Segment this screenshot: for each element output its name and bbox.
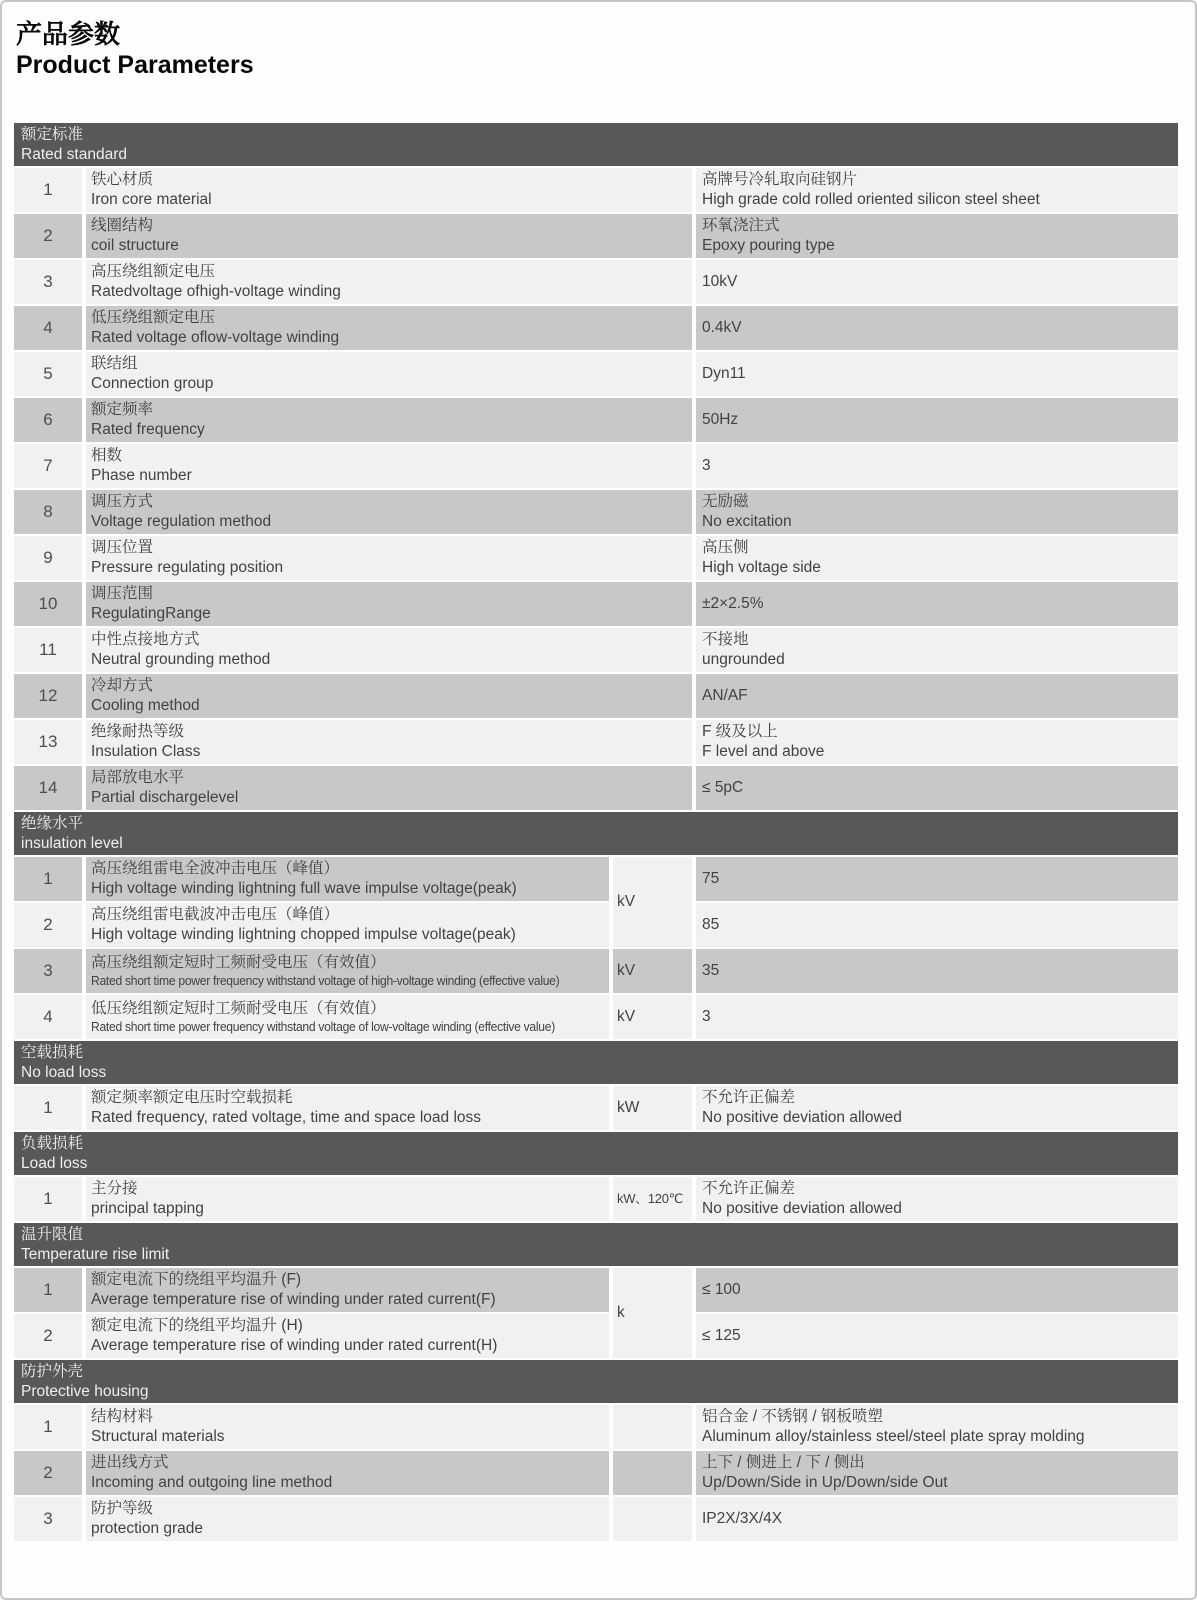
section-header-no-load-loss	[14, 1041, 1178, 1084]
label-en: RegulatingRange	[91, 605, 211, 622]
value-cell	[696, 766, 1178, 810]
value-line2: High voltage side	[702, 559, 821, 576]
value-line1: ≤ 5pC	[702, 779, 744, 796]
value-cell	[696, 903, 1178, 947]
section-body-load-loss	[14, 1177, 1178, 1221]
unit-cell-empty	[613, 1497, 692, 1541]
param-label-cell	[86, 1268, 609, 1312]
label-en: Incoming and outgoing line method	[91, 1474, 333, 1491]
parameters-table	[14, 123, 1178, 1541]
param-label-cell	[86, 352, 692, 396]
value-cell	[696, 1451, 1178, 1495]
value-line1: 无励磁	[702, 493, 749, 510]
label-zh: 冷却方式	[91, 677, 154, 694]
label-zh: 高压绕组雷电全波冲击电压（峰值）	[91, 860, 340, 877]
row-number-cell: 1	[14, 1405, 82, 1449]
value-line2: No excitation	[702, 513, 792, 530]
section-title-en: No load loss	[21, 1063, 107, 1081]
unit-text: kW	[617, 1099, 640, 1116]
unit-text: kW、120℃	[617, 1191, 683, 1206]
value-line1: IP2X/3X/4X	[702, 1510, 783, 1527]
section-body-temperature-rise-limit	[14, 1268, 1178, 1358]
value-line1: 环氧浇注式	[702, 217, 780, 234]
param-label-cell	[86, 536, 692, 580]
value-line1: 高牌号冷轧取向硅钢片	[702, 171, 858, 188]
value-line1: 铝合金 / 不锈钢 / 钢板喷塑	[702, 1408, 883, 1425]
value-cell	[696, 857, 1178, 901]
section-title-zh: 空载损耗	[21, 1044, 84, 1061]
row-number-cell: 13	[14, 720, 82, 764]
value-line1: 35	[702, 962, 720, 979]
value-cell	[696, 168, 1178, 212]
value-cell	[696, 214, 1178, 258]
label-en: Rated voltage oflow-voltage winding	[91, 329, 340, 346]
row-number-cell: 1	[14, 168, 82, 212]
value-cell	[696, 1405, 1178, 1449]
label-zh: 高压绕组雷电截波冲击电压（峰值）	[91, 906, 340, 923]
value-line2: Epoxy pouring type	[702, 237, 835, 254]
value-line1: 10kV	[702, 273, 738, 290]
value-line1: 85	[702, 916, 720, 933]
label-zh: 调压范围	[91, 585, 154, 602]
param-label-cell	[86, 306, 692, 350]
row-number-cell: 5	[14, 352, 82, 396]
value-cell	[696, 306, 1178, 350]
section-header-insulation-level	[14, 812, 1178, 855]
section-body-protective-housing	[14, 1405, 1178, 1541]
row-number-cell: 3	[14, 1497, 82, 1541]
param-label-cell	[86, 214, 692, 258]
section-body-rated-standard	[14, 168, 1178, 810]
label-zh: 调压位置	[91, 539, 154, 556]
label-en: coil structure	[91, 237, 179, 254]
unit-text: k	[617, 1304, 625, 1321]
label-zh: 联结组	[91, 355, 138, 372]
label-en: Structural materials	[91, 1428, 225, 1445]
value-cell	[696, 995, 1178, 1039]
value-cell	[696, 1177, 1178, 1221]
label-zh: 高压绕组额定电压	[91, 263, 216, 280]
label-zh: 额定频率额定电压时空载损耗	[91, 1089, 293, 1106]
value-line2: F level and above	[702, 743, 825, 760]
value-cell	[696, 444, 1178, 488]
value-line2: No positive deviation allowed	[702, 1200, 902, 1217]
param-label-cell	[86, 857, 609, 901]
row-number-cell: 1	[14, 1268, 82, 1312]
label-zh: 局部放电水平	[91, 769, 185, 786]
param-label-cell	[86, 168, 692, 212]
label-zh: 额定频率	[91, 401, 154, 418]
value-line1: 50Hz	[702, 411, 739, 428]
row-number-cell: 10	[14, 582, 82, 626]
label-en: Iron core material	[91, 191, 212, 208]
label-zh: 额定电流下的绕组平均温升 (F)	[91, 1271, 302, 1288]
param-label-cell	[86, 260, 692, 304]
row-number-cell: 12	[14, 674, 82, 718]
label-en: Rated short time power frequency withstand voltage of high-voltage winding (effective value)	[91, 974, 560, 988]
unit-text: kV	[617, 1008, 636, 1025]
unit-cell	[613, 995, 692, 1039]
param-label-cell	[86, 949, 609, 993]
row-number-cell: 4	[14, 995, 82, 1039]
param-label-cell	[86, 398, 692, 442]
row-number-cell: 7	[14, 444, 82, 488]
label-en: Average temperature rise of winding under rated current(F)	[91, 1291, 496, 1308]
label-en: High voltage winding lightning chopped impulse voltage(peak)	[91, 926, 516, 943]
label-zh: 主分接	[91, 1180, 138, 1197]
row-number-cell: 2	[14, 1314, 82, 1358]
label-zh: 低压绕组额定短时工频耐受电压（有效值）	[91, 1000, 386, 1017]
value-line1: 不允许正偏差	[702, 1180, 796, 1197]
label-zh: 线圈结构	[91, 217, 154, 234]
label-zh: 防护等级	[91, 1500, 154, 1517]
value-line1: Dyn11	[702, 365, 746, 382]
label-zh: 高压绕组额定短时工频耐受电压（有效值）	[91, 954, 386, 971]
label-zh: 进出线方式	[91, 1454, 169, 1471]
section-header-rated-standard	[14, 123, 1178, 166]
unit-text: kV	[617, 893, 636, 910]
section-header-load-loss	[14, 1132, 1178, 1175]
label-en: Voltage regulation method	[91, 513, 272, 530]
param-label-cell	[86, 628, 692, 672]
value-cell	[696, 674, 1178, 718]
row-number-cell: 1	[14, 857, 82, 901]
unit-cell-merged	[613, 857, 692, 947]
row-number-cell: 1	[14, 1177, 82, 1221]
unit-cell	[613, 1177, 692, 1221]
value-line2: Up/Down/Side in Up/Down/side Out	[702, 1474, 948, 1491]
param-label-cell	[86, 444, 692, 488]
unit-text: kV	[617, 962, 636, 979]
param-label-cell	[86, 720, 692, 764]
value-cell	[696, 720, 1178, 764]
param-label-cell	[86, 766, 692, 810]
param-label-cell	[86, 1314, 609, 1358]
label-zh: 相数	[91, 447, 123, 464]
value-cell	[696, 260, 1178, 304]
label-en: Rated frequency	[91, 421, 205, 438]
section-title-zh: 绝缘水平	[21, 815, 84, 832]
value-cell	[696, 536, 1178, 580]
page-title-block	[16, 18, 1195, 81]
label-en: Cooling method	[91, 697, 200, 714]
row-number-cell: 3	[14, 260, 82, 304]
value-line2: ungrounded	[702, 651, 785, 668]
value-line1: F 级及以上	[702, 723, 778, 740]
value-line1: 3	[702, 1008, 711, 1025]
value-line1: 3	[702, 457, 711, 474]
label-en: Average temperature rise of winding under rated current(H)	[91, 1337, 498, 1354]
unit-cell-empty	[613, 1451, 692, 1495]
row-number-cell: 11	[14, 628, 82, 672]
label-en: Partial dischargelevel	[91, 789, 239, 806]
value-cell	[696, 628, 1178, 672]
param-label-cell	[86, 1086, 609, 1130]
row-number-cell: 1	[14, 1086, 82, 1130]
value-line1: 75	[702, 870, 720, 887]
unit-cell	[613, 1086, 692, 1130]
value-line1: ≤ 125	[702, 1327, 741, 1344]
label-zh: 绝缘耐热等级	[91, 723, 185, 740]
value-line2: High grade cold rolled oriented silicon steel sheet	[702, 191, 1040, 208]
label-zh: 铁心材质	[91, 171, 154, 188]
row-number-cell: 4	[14, 306, 82, 350]
row-number-cell: 9	[14, 536, 82, 580]
unit-cell-merged	[613, 1268, 692, 1358]
param-label-cell	[86, 1497, 609, 1541]
unit-cell	[613, 949, 692, 993]
label-en: Rated short time power frequency withstand voltage of low-voltage winding (effective value)	[91, 1020, 555, 1034]
param-label-cell	[86, 995, 609, 1039]
label-zh: 中性点接地方式	[91, 631, 200, 648]
row-number-cell: 8	[14, 490, 82, 534]
label-en: Pressure regulating position	[91, 559, 284, 576]
label-zh: 结构材料	[91, 1408, 154, 1425]
label-en: Connection group	[91, 375, 214, 392]
value-cell	[696, 1268, 1178, 1312]
param-label-cell	[86, 582, 692, 626]
unit-cell-empty	[613, 1405, 692, 1449]
label-en: Insulation Class	[91, 743, 201, 760]
label-en: Phase number	[91, 467, 192, 484]
label-en: principal tapping	[91, 1200, 204, 1217]
label-zh: 调压方式	[91, 493, 154, 510]
value-line1: 高压侧	[702, 539, 749, 556]
section-title-zh: 温升限值	[21, 1226, 84, 1243]
label-en: Neutral grounding method	[91, 651, 271, 668]
param-label-cell	[86, 1451, 609, 1495]
row-number-cell: 2	[14, 1451, 82, 1495]
section-title-en: Protective housing	[21, 1382, 149, 1400]
value-cell	[696, 582, 1178, 626]
value-line2: Aluminum alloy/stainless steel/steel plate spray molding	[702, 1428, 1085, 1445]
value-line1: AN/AF	[702, 687, 748, 704]
value-line1: ±2×2.5%	[702, 595, 764, 612]
section-title-zh: 防护外壳	[21, 1363, 84, 1380]
row-number-cell: 2	[14, 903, 82, 947]
value-cell	[696, 1314, 1178, 1358]
page-subtitle: Product Parameters	[16, 51, 254, 79]
section-header-protective-housing	[14, 1360, 1178, 1403]
param-label-cell	[86, 903, 609, 947]
section-title-zh: 负载损耗	[21, 1135, 84, 1152]
page-title: 产品参数	[16, 19, 121, 49]
value-cell	[696, 949, 1178, 993]
section-title-en: insulation level	[21, 834, 123, 852]
label-zh: 低压绕组额定电压	[91, 309, 216, 326]
label-en: protection grade	[91, 1520, 204, 1537]
section-body-no-load-loss	[14, 1086, 1178, 1130]
param-label-cell	[86, 674, 692, 718]
value-line1: 上下 / 侧进上 / 下 / 侧出	[702, 1454, 865, 1471]
value-line2: No positive deviation allowed	[702, 1109, 902, 1126]
label-en: Ratedvoltage ofhigh-voltage winding	[91, 283, 341, 300]
value-cell	[696, 1086, 1178, 1130]
param-label-cell	[86, 1177, 609, 1221]
section-body-insulation-level	[14, 857, 1178, 1039]
label-en: Rated frequency, rated voltage, time and space load loss	[91, 1109, 482, 1126]
value-line1: 不允许正偏差	[702, 1089, 796, 1106]
section-title-en: Temperature rise limit	[21, 1245, 170, 1263]
value-cell	[696, 1497, 1178, 1541]
value-cell	[696, 352, 1178, 396]
row-number-cell: 2	[14, 214, 82, 258]
row-number-cell: 14	[14, 766, 82, 810]
section-header-temperature-rise-limit	[14, 1223, 1178, 1266]
label-zh: 额定电流下的绕组平均温升 (H)	[91, 1317, 303, 1334]
value-line1: 不接地	[702, 631, 749, 648]
value-line1: 0.4kV	[702, 319, 742, 336]
value-cell	[696, 490, 1178, 534]
value-line1: ≤ 100	[702, 1281, 741, 1298]
section-title-zh: 额定标准	[21, 126, 84, 143]
param-label-cell	[86, 490, 692, 534]
label-en: High voltage winding lightning full wave impulse voltage(peak)	[91, 880, 517, 897]
param-label-cell	[86, 1405, 609, 1449]
value-cell	[696, 398, 1178, 442]
section-title-en: Rated standard	[21, 145, 127, 163]
section-title-en: Load loss	[21, 1154, 88, 1172]
row-number-cell: 3	[14, 949, 82, 993]
row-number-cell: 6	[14, 398, 82, 442]
